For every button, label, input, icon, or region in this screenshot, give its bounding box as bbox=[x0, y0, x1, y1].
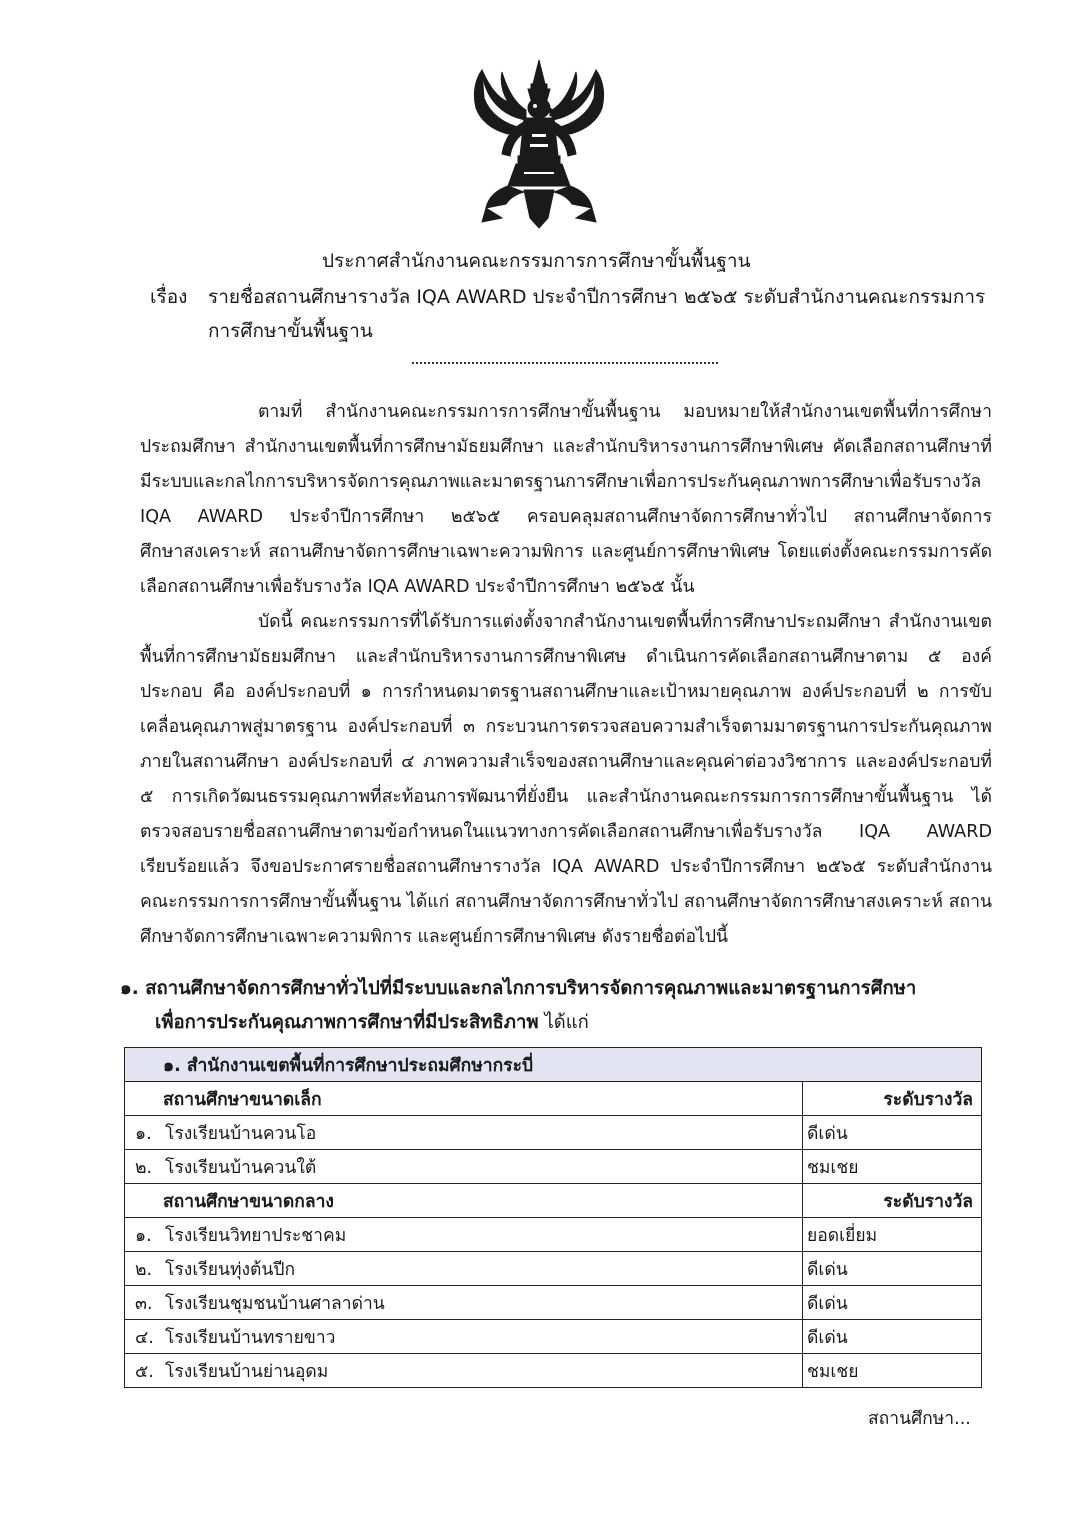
row-number: ๓. bbox=[135, 1293, 153, 1314]
school-cell bbox=[125, 1286, 803, 1320]
school-cell bbox=[125, 1354, 803, 1388]
row-number: ๕. bbox=[135, 1361, 154, 1382]
school-cell bbox=[125, 1116, 803, 1150]
body-paragraph-2: บัดนี้ คณะกรรมการที่ได้รับการแต่งตั้งจากสำนักงานเขตพื้นที่การศึกษาประถมศึกษา สำนักงานเขตพื้นที่การศึกษามัธยมศึกษา และสำนักบริหารงานการศึกษาพิเศษ ดำเนินการคัดเลือกสถานศึกษาตาม ๕ องค์ประกอบ คือ องค์ประกอบที่ ๑ การกำหนดมาตรฐานสถานศึกษาและเป้าหมายคุณภาพ องค์ประกอบที่ ๒ การขับเคลื่อนคุณภาพสู่มาตรฐาน องค์ประกอบที่ ๓ กระบวนการตรวจสอบความสำเร็จตามมาตรฐานการประกันคุณภาพภายในสถานศึกษา องค์ประกอบที่ ๔ ภาพความสำเร็จของสถานศึกษาและคุณค่าต่อวงวิชาการ และองค์ประกอบที่ ๕ การเกิดวัฒนธรรมคุณภาพที่สะท้อนการพัฒนาที่ยั่งยืน และสำนักงานคณะกรรมการการศึกษาขั้นพื้นฐาน ได้ตรวจสอบรายชื่อสถานศึกษาตามข้อกำหนดในแนวทางการคัดเลือกสถานศึกษาเพื่อรับรางวัล IQA AWARD เรียบร้อยแล้ว จึงขอประกาศรายชื่อสถานศึกษารางวัล IQA AWARD ประจำปีการศึกษา ๒๕๖๕ ระดับสำนักงานคณะกรรมการการศึกษาขั้นพื้นฐาน ได้แก่ สถานศึกษาจัดการศึกษาทั่วไป สถานศึกษาจัดการศึกษาสงเคราะห์ สถานศึกษาจัดการศึกษาเฉพาะความพิการ และศูนย์การศึกษาพิเศษ ดังรายชื่อต่อไปนี้ bbox=[140, 612, 992, 947]
award-level: ดีเด่น bbox=[803, 1286, 982, 1320]
section-1-heading-suffix: ได้แก่ bbox=[538, 1012, 589, 1033]
category-title-medium: สถานศึกษาขนาดกลาง bbox=[125, 1184, 803, 1218]
award-level: ชมเชย bbox=[803, 1354, 982, 1388]
row-number: ๔. bbox=[135, 1327, 154, 1348]
table-row bbox=[125, 1286, 982, 1320]
table-area-row bbox=[125, 1048, 982, 1082]
table-row bbox=[125, 1150, 982, 1184]
row-number: ๑. bbox=[135, 1225, 152, 1246]
school-name: โรงเรียนบ้านทรายขาว bbox=[165, 1327, 336, 1348]
subject-text: รายชื่อสถานศึกษารางวัล IQA AWARD ประจำปีการศึกษา ๒๕๖๕ ระดับสำนักงานคณะกรรมการ bbox=[208, 286, 986, 308]
table-row bbox=[125, 1252, 982, 1286]
row-number: ๒. bbox=[135, 1157, 153, 1178]
awards-table bbox=[124, 1047, 982, 1388]
award-level-header: ระดับรางวัล bbox=[803, 1082, 982, 1116]
table-category-row bbox=[125, 1184, 982, 1218]
body-paragraph-1: ตามที่ สำนักงานคณะกรรมการการศึกษาขั้นพื้นฐาน มอบหมายให้สำนักงานเขตพื้นที่การศึกษาประถมศึกษา สำนักงานเขตพื้นที่การศึกษามัธยมศึกษา และสำนักบริหารงานการศึกษาพิเศษ คัดเลือกสถานศึกษาที่มีระบบและกลไกการบริหารจัดการคุณภาพและมาตรฐานการศึกษาเพื่อการประกันคุณภาพการศึกษาเพื่อรับรางวัล IQA AWARD ประจำปีการศึกษา ๒๕๖๕ ครอบคลุมสถานศึกษาจัดการศึกษาทั่วไป สถานศึกษาจัดการศึกษาสงเคราะห์ สถานศึกษาจัดการศึกษาเฉพาะความพิการ และศูนย์การศึกษาพิเศษ โดยแต่งตั้งคณะกรรมการคัดเลือกสถานศึกษาเพื่อรับรางวัล IQA AWARD ประจำปีการศึกษา ๒๕๖๕ นั้น bbox=[140, 402, 992, 597]
row-number: ๑. bbox=[135, 1123, 152, 1144]
school-name: โรงเรียนบ้านย่านอุดม bbox=[165, 1361, 329, 1382]
school-cell bbox=[125, 1218, 803, 1252]
table-row bbox=[125, 1320, 982, 1354]
school-name: โรงเรียนทุ่งต้นปีก bbox=[165, 1259, 296, 1280]
dotted-separator bbox=[412, 348, 718, 364]
school-name: โรงเรียนชุมชนบ้านศาลาด่าน bbox=[165, 1293, 385, 1314]
row-number: ๒. bbox=[135, 1259, 153, 1280]
school-cell bbox=[125, 1252, 803, 1286]
area-title: ๑. สำนักงานเขตพื้นที่การศึกษาประถมศึกษากระบี่ bbox=[125, 1048, 982, 1082]
table-row bbox=[125, 1218, 982, 1252]
school-name: โรงเรียนวิทยาประชาคม bbox=[165, 1225, 347, 1246]
school-name: โรงเรียนบ้านควนใต้ bbox=[165, 1157, 317, 1178]
school-name: โรงเรียนบ้านควนโอ bbox=[165, 1123, 317, 1144]
subject-label: เรื่อง bbox=[150, 286, 188, 308]
award-level: ชมเชย bbox=[803, 1150, 982, 1184]
school-cell bbox=[125, 1150, 803, 1184]
table-category-row bbox=[125, 1082, 982, 1116]
section-1-heading: ๑. สถานศึกษาจัดการศึกษาทั่วไปที่มีระบบและกลไกการบริหารจัดการคุณภาพและมาตรฐานการศึกษา bbox=[120, 978, 917, 999]
continuation-text: สถานศึกษา... bbox=[868, 1409, 971, 1429]
announcement-title: ประกาศสำนักงานคณะกรรมการการศึกษาขั้นพื้นฐาน bbox=[322, 250, 751, 272]
garuda-emblem-icon bbox=[462, 58, 617, 230]
award-level: ดีเด่น bbox=[803, 1252, 982, 1286]
table-row bbox=[125, 1354, 982, 1388]
award-level: ดีเด่น bbox=[803, 1116, 982, 1150]
subject-text-continued: การศึกษาขั้นพื้นฐาน bbox=[208, 320, 373, 342]
table-row bbox=[125, 1116, 982, 1150]
award-level: ยอดเยี่ยม bbox=[803, 1218, 982, 1252]
award-level: ดีเด่น bbox=[803, 1320, 982, 1354]
award-level-header: ระดับรางวัล bbox=[803, 1184, 982, 1218]
school-cell bbox=[125, 1320, 803, 1354]
section-1-heading-continued bbox=[155, 1006, 589, 1040]
category-title-small: สถานศึกษาขนาดเล็ก bbox=[125, 1082, 803, 1116]
section-1-heading-line2: เพื่อการประกันคุณภาพการศึกษาที่มีประสิทธิภาพ bbox=[155, 1012, 539, 1033]
